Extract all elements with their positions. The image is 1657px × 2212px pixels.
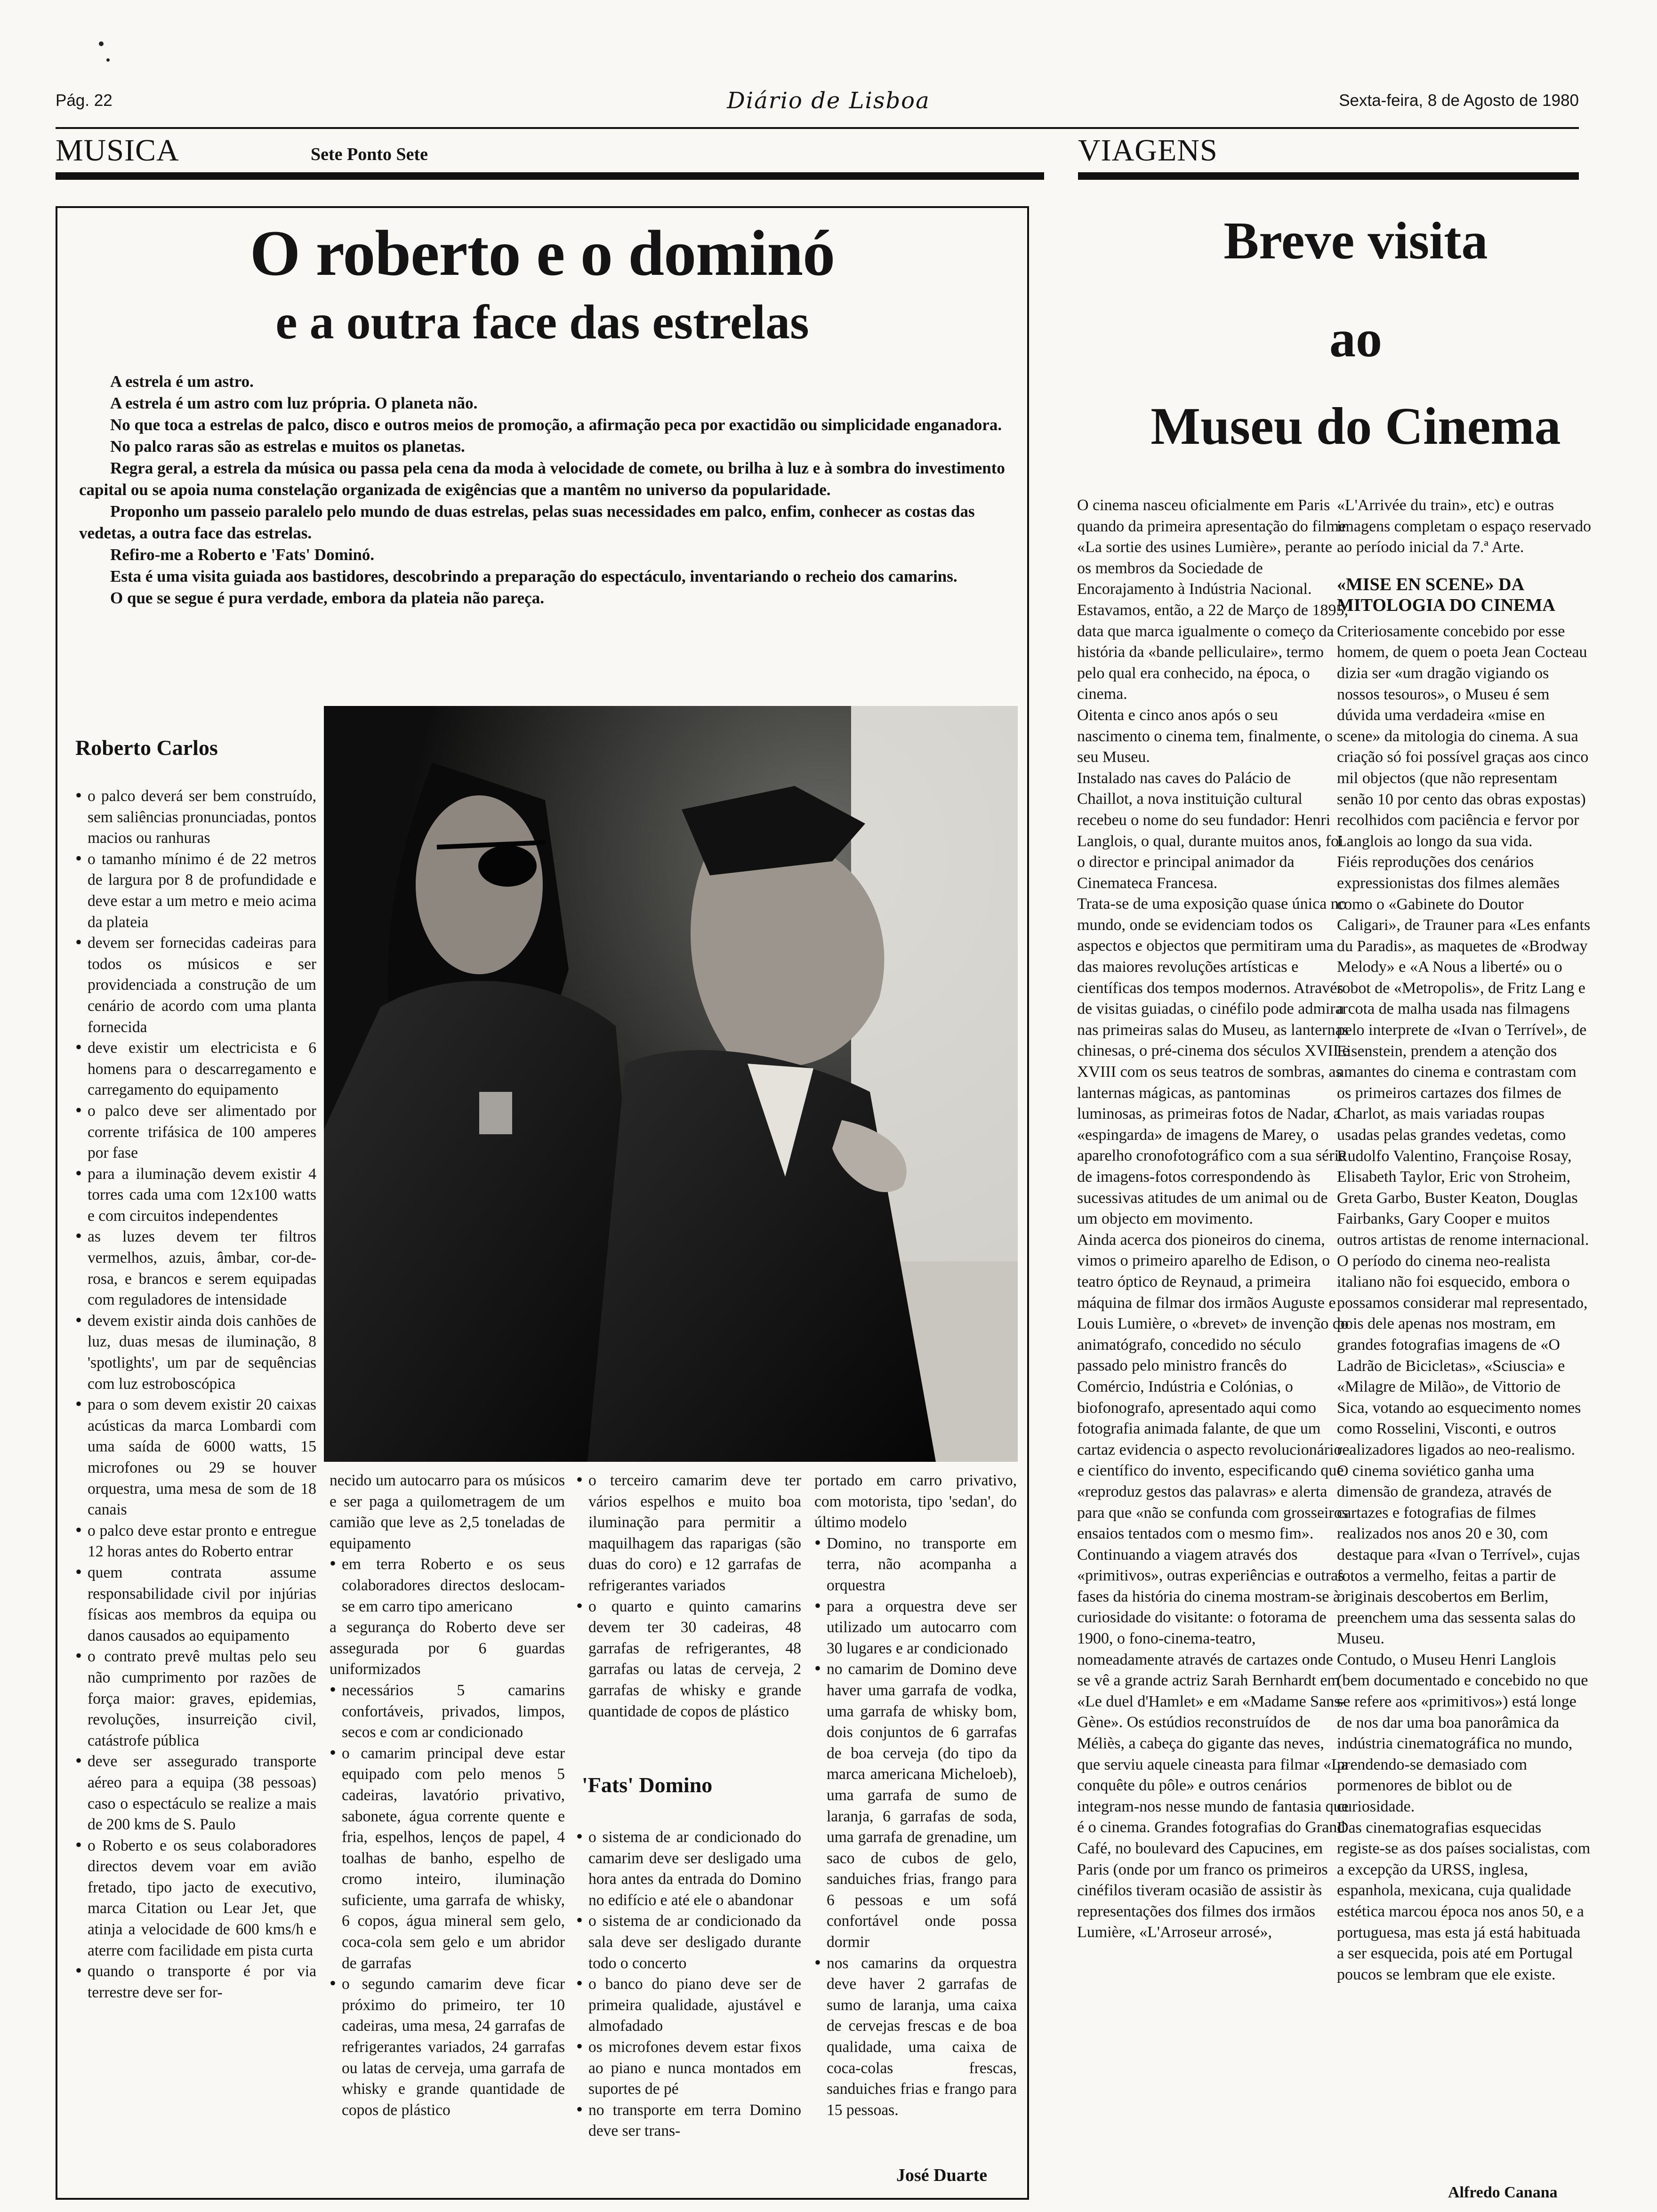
section-viagens: VIAGENS <box>1078 133 1218 168</box>
column-3 <box>576 1470 801 1722</box>
list-item: • o terceiro camarim deve ter vários espelhos e muito boa iluminação para permitir a maquilhagem das raparigas (são duas do coro) e 12 garrafas de refrigerantes variados <box>576 1470 801 1596</box>
paragraph: Oitenta e cinco anos após o seu nascimento o cinema tem, finalmente, o seu Museu. <box>1077 706 1333 766</box>
plain-item: a segurança do Roberto deve ser assegurada por 6 guardas uniformizados <box>330 1619 565 1678</box>
intro-paragraph: Regra geral, a estrela da música ou passa pela cena da moda à velocidade de comete, ou brilha à luz e à sombra do investimento capital ou se apoia numa constelação organizada de exigências que a mantêm no universo da popularidade. <box>79 459 1005 499</box>
section-subtitle: Sete Ponto Sete <box>311 144 428 164</box>
intro-paragraph: Refiro-me a Roberto e 'Fats' Dominó. <box>110 545 375 564</box>
section-musica: MUSICA <box>56 133 179 168</box>
roberto-column <box>75 786 316 2003</box>
list-item: • o quarto e quinto camarins devem ter 30 cadeiras, 48 garrafas de refrigerantes, 48 garrafas ou latas de cerveja, 2 garrafas de whisky e grande quantidade de copos de plástico <box>576 1596 801 1723</box>
paragraph: Das cinematografias esquecidas registe-se as dos países socialistas, com a excepção da URSS, inglesa, espanhola, mexicana, cuja qualidade estética marcou época nos anos 50, e a portuguesa, mas esta já está habituada a ser esquecida, pois até em Portugal poucos se lembram que ele existe. <box>1337 1819 1591 1983</box>
viagens-byline: Alfredo Canana <box>1448 2184 1558 2201</box>
print-speck <box>99 41 104 46</box>
list-item: • no camarim de Domino deve haver uma garrafa de vodka, uma garrafa de whisky bom, dois conjuntos de 6 garrafas de boa cerveja (do tipo da marca americana Micheloeb), uma garrafa de sumo de laranja, 6 garrafas de soda, uma garrafa de grenadine, um saco de cubos de gelo, sanduiches frias, frango para 6 pessoas e um sofá confortável onde possa dormir <box>814 1659 1017 1953</box>
list-item: • quem contrata assume responsabilidade civil por injúrias físicas aos membros da equipa ou danos causados ao equipamento <box>75 1563 316 1646</box>
paragraph: O período do cinema neo-realista italiano não foi esquecido, embora o possamos considerar mal representado, pois dele apenas nos mostram, em grandes fotografias imagens de «O Ladrão de Bicicletas», «Sciuscia» e «Milagre de Milão», de Vittorio de Sica, votando ao esquecimento nomes como Rosselini, Visconti, e outros realizadores ligados ao neo-realismo. <box>1337 1252 1588 1459</box>
list-item: • as luzes devem ter filtros vermelhos, azuis, âmbar, cor-de-rosa, e brancos e serem equipadas com reguladores de intensidade <box>75 1226 316 1310</box>
viagens-column-2 <box>1337 495 1591 2180</box>
list-item: • o camarim principal deve estar equipado com pelo menos 5 cadeiras, lavatório privativo, sabonete, água corrente quente e fria, espelhos, lenços de papel, 4 toalhas de banho, espelho de cromo inteiro, iluminação suficiente, uma garrafa de whisky, 6 copos, água mineral sem gelo, coca-cola sem gelo e um abridor de garrafas <box>330 1743 565 1974</box>
list-item: • o banco do piano deve ser de primeira qualidade, ajustável e almofadado <box>576 1974 801 2037</box>
continued-text: portado em carro privativo, com motorista, tipo 'sedan', do último modelo <box>814 1472 1017 1531</box>
list-item: • o Roberto e os seus colaboradores directos devem voar em avião fretado, tipo jacto de executivo, marca Citation ou Lear Jet, que atinja a velocidade de 600 kms/h e aterre com facilidade em pista curta <box>75 1835 316 1962</box>
header-rule <box>56 127 1579 129</box>
paragraph: Contudo, o Museu Henri Langlois (bem documentado e concebido no que se refere aos «primitivos») está longe de nos dar uma boa panorâmica da indústria cinematográfica no mundo, prendendo-se demasiado com pormenores de biblot ou de curiosidade. <box>1337 1651 1588 1816</box>
roberto-heading: Roberto Carlos <box>75 736 218 760</box>
list-item: • o palco deve ser alimentado por corrente trifásica de 100 amperes por fase <box>75 1101 316 1164</box>
list-item: • no transporte em terra Domino deve ser trans- <box>576 2100 801 2142</box>
list-item: • deve existir um electricista e 6 homens para o descarregamento e carregamento do equipamento <box>75 1038 316 1101</box>
viagens-title-line3: Museu do Cinema <box>1150 397 1561 456</box>
article-intro <box>79 371 1016 609</box>
paragraph: Ainda acerca dos pioneiros do cinema, vimos o primeiro aparelho de Edison, o teatro óptico de Reynaud, a primeira máquina de filmar dos irmãos Auguste e Louis Lumière, o «brevet» de invenção do animatógrafo, concedido no século passado pelo ministro francês do Comércio, Indústria e Colónias, o biofonografo, apresentado aqui como fotografia animada falante, de que um cartaz evidencia o aspecto revolucionário e científico do invento, especificando que «reproduz gestos das palavras» e alerta para que «não se confunda com grosseiros ensaios tentados com o mesmo fim». <box>1077 1231 1349 1543</box>
intro-paragraph: No que toca a estrelas de palco, disco e outros meios de promoção, a afirmação peca por exactidão ou simplicidade enganadora. <box>110 416 1002 434</box>
intro-paragraph: A estrela é um astro com luz própria. O planeta não. <box>110 394 478 412</box>
intro-paragraph: O que se segue é pura verdade, embora da plateia não pareça. <box>110 589 544 607</box>
fats-heading: 'Fats' Domino <box>582 1773 713 1797</box>
list-item: • para a orquestra deve ser utilizado um autocarro com 30 lugares e ar condicionado <box>814 1596 1017 1659</box>
fats-column <box>576 1827 801 2142</box>
issue-date: Sexta-feira, 8 de Agosto de 1980 <box>1339 91 1579 110</box>
paragraph: Criteriosamente concebido por esse homem, de quem o poeta Jean Cocteau dizia ser «um dragão vigiando os nossos tesouros», o Museu é sem dúvida uma verdadeira «mise en scene» da mitologia do cinema. A sua criação só foi possível graças aos cinco mil objectos (que não representam senão 10 por cento das obras expostas) recolhidos com paciência e fervor por Langlois ao longo da sua vida. <box>1337 622 1589 850</box>
list-item: • necessários 5 camarins confortáveis, privados, limpos, secos e com ar condicionado <box>330 1680 565 1743</box>
list-item: • o palco deve estar pronto e entregue 12 horas antes do Roberto entrar <box>75 1521 316 1563</box>
viagens-title-line2: ao <box>1329 310 1382 368</box>
list-item: • os microfones devem estar fixos ao piano e nunca montados em suportes de pé <box>576 2037 801 2100</box>
list-item: • o sistema de ar condicionado da sala deve ser desligado durante todo o concerto <box>576 1911 801 1974</box>
list-item: • o contrato prevê multas pelo seu não cumprimento por razões de força maior: graves, epidemias, revoluções, insurreição civil, catástrofe pública <box>75 1646 316 1751</box>
column-4 <box>814 1470 1017 2121</box>
paragraph: Trata-se de uma exposição quase única no mundo, onde se evidenciam todos os aspectos e objectos que permitiram uma das maiores revoluções artísticas e científicas dos tempos modernos. Através de visitas guiadas, o cinéfilo pode admirar nas primeiras salas do Museu, as lanternas chinesas, o pré-cinema dos séculos XVII e XVIII com os seus teatros de sombras, as lanternas mágicas, as pantominas luminosas, as primeiras fotos de Nadar, a «espingarda» de imagens de Marey, o aparelho cronofotográfico com a sua série de imagens-fotos correspondendo às sucessivas atitudes de um animal ou de um objecto em movimento. <box>1077 895 1350 1228</box>
viagens-column-1 <box>1077 495 1350 2199</box>
masthead: Diário de Lisboa <box>727 88 930 114</box>
page-number: Pág. 22 <box>56 91 113 110</box>
list-item: • para o som devem existir 20 caixas acústicas da marca Lombardi com uma saída de 6000 watts, 15 microfones ou 29 se houver orquestra, uma mesa de som de 18 canais <box>75 1395 316 1521</box>
list-item: • em terra Roberto e os seus colaboradores directos deslocam-se em carro tipo americano <box>330 1554 565 1617</box>
viagens-title-line1: Breve visita <box>1223 212 1488 270</box>
column-2 <box>330 1470 565 2121</box>
continued-text: necido um autocarro para os músicos e ser paga a quilometragem de um camião que leve as 2,5 toneladas de equipamento <box>330 1472 565 1552</box>
intro-paragraph: Proponho um passeio paralelo pelo mundo de duas estrelas, pelas suas necessidades em palco, enfim, conhecer as costas das vedetas, a outra face das estrelas. <box>79 502 975 542</box>
list-item: • devem ser fornecidas cadeiras para todos os músicos e ser providenciada a construção de um cenário de acordo com uma planta fornecida <box>75 933 316 1038</box>
paragraph: Continuando a viagem através dos «primitivos», outras experiências e outras fases da história do cinema mostram-se à curiosidade do visitante: o fotorama de 1900, o fono-cinema-teatro, nomeadamente através de cartazes onde se vê a grande actriz Sarah Bernhardt em «Le duel d'Hamlet» e em «Madame Sans-Gène». Os estúdios reconstruídos de Méliès, a cabeça do gigante das neves, que serviu aquele cineasta para filmar «La conquête du pôle» e outros cenários integram-nos nesse mundo de fantasia que é o cinema. Grandes fotografias do Grand Café, no boulevard des Capucines, em Paris (onde por um franco os primeiros cinéfilos tiveram ocasião de assistir às representações dos filmes dos irmãos Lumière, «L'Arroseur arrosé», <box>1077 1546 1349 1941</box>
article-byline: José Duarte <box>896 2165 988 2185</box>
intro-paragraph: No palco raras são as estrelas e muitos os planetas. <box>110 437 465 456</box>
list-item: • deve ser assegurado transporte aéreo para a equipa (38 pessoas) caso o espectáculo se realize a mais de 200 kms de S. Paulo <box>75 1751 316 1835</box>
list-item: • nos camarins da orquestra deve haver 2 garrafas de sumo de laranja, uma caixa de cervejas frescas e de boa qualidade, uma caixa de coca-colas frescas, sanduiches frias e frango para 15 pessoas. <box>814 1953 1017 2121</box>
paragraph: O cinema soviético ganha uma dimensão de grandeza, através de cartazes e fotografias de filmes realizados nos anos 20 e 30, com destaque para «Ivan o Terrível», cujas fotos a vermelho, feitas a partir de originais descobertos em Berlim, preenchem uma das sessenta salas do Museu. <box>1337 1462 1580 1648</box>
list-item: • quando o transporte é por via terrestre deve ser for- <box>75 1961 316 2003</box>
section-rule-left <box>56 172 1044 180</box>
list-item: • o segundo camarim deve ficar próximo do primeiro, ter 10 cadeiras, uma mesa, 24 garrafas de refrigerantes variados, 24 garrafas ou latas de cerveja, uma garrafa de whisky e grande quantidade de copos de plástico <box>330 1974 565 2121</box>
list-item: • para a iluminação devem existir 4 torres cada uma com 12x100 watts e com circuitos independentes <box>75 1164 316 1227</box>
list-item: • devem existir ainda dois canhões de luz, duas mesas de iluminação, 8 'spotlights', um par de sequências com luz estroboscópica <box>75 1311 316 1395</box>
intro-paragraph: Esta é uma visita guiada aos bastidores, descobrindo a preparação do espectáculo, inventariando o recheio dos camarins. <box>110 567 957 585</box>
article-title: O roberto e o dominó <box>249 217 835 289</box>
paragraph: O cinema nasceu oficialmente em Paris quando da primeira apresentação do filme «La sortie des usines Lumière», perante os membros da Sociedade de Encorajamento à Indústria Nacional. Estavamos, então, a 22 de Março de 1895, data que marca igualmente o começo da história da «bande pelliculaire», termo pelo qual era conhecido, na época, o cinema. <box>1077 497 1348 703</box>
article-subtitle: e a outra face das estrelas <box>275 295 809 349</box>
list-item: • o tamanho mínimo é de 22 metros de largura por 8 de profundidade e deve estar a um metro e meio acima da plateia <box>75 849 316 933</box>
paragraph: Fiéis reproduções dos cenários expressionistas dos filmes alemães como o «Gabinete do Doutor Caligari», de Trauner para «Les enfants du Paradis», as maquetes de «Brodway Melody» e «A Nous a liberté» ou o robot de «Metropolis», de Fritz Lang e a cota de malha usada nas filmagens pelo interprete de «Ivan o Terrível», de Eisenstein, prendem a atenção dos amantes do cinema e contrastam com os primeiros cartazes dos filmes de Charlot, as mais variadas roupas usadas pelas grandes vedetas, como Rudolfo Valentino, Françoise Rosay, Elisabeth Taylor, Eric von Stroheim, Greta Garbo, Buster Keaton, Douglas Fairbanks, Gary Cooper e muitos outros artistas de renome internacional. <box>1337 853 1591 1249</box>
list-item: • o sistema de ar condicionado do camarim deve ser desligado uma hora antes da entrada do Domino no edifício e até ele o abandonar <box>576 1827 801 1911</box>
viagens-subheading: «MISE EN SCENE» DA MITOLOGIA DO CINEMA <box>1337 574 1555 615</box>
photo-illustration <box>324 706 1018 1462</box>
print-speck <box>106 58 110 62</box>
paragraph: Instalado nas caves do Palácio de Chaillot, a nova instituição cultural recebeu o nome do seu fundador: Henri Langlois, o qual, durante muitos anos, foi o director e principal animador da Cinemateca Francesa. <box>1077 769 1343 892</box>
list-item: • Domino, no transporte em terra, não acompanha a orquestra <box>814 1533 1017 1596</box>
section-rule-right <box>1078 172 1579 180</box>
list-item: • o palco deverá ser bem construído, sem saliências pronunciadas, pontos macios ou ranhuras <box>75 786 316 849</box>
photo-roberto-and-domino <box>324 706 1018 1462</box>
intro-paragraph: A estrela é um astro. <box>110 372 254 391</box>
paragraph: «L'Arrivée du train», etc) e outras imagens completam o espaço reservado ao período inicial da 7.ª Arte. <box>1337 497 1591 556</box>
